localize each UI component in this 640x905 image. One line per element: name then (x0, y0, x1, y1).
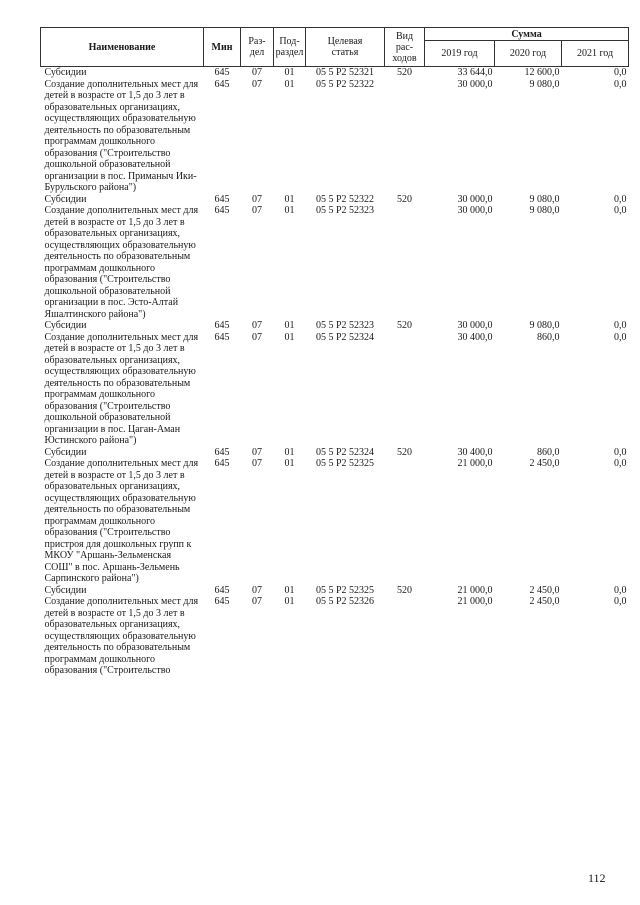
cell-min: 645 (214, 320, 230, 331)
cell-name: Создание дополнительных мест для детей в возрасте от 1,5 до 3 лет в образовательных организациях, осуществляющих образовательную деятельность по образовательным программам дошкольного образования ("Строительство (44, 596, 199, 676)
table-row (41, 447, 629, 459)
cell-amount-2021: 0,0 (614, 458, 627, 469)
cell-tselevaya: 05 5 Р2 52321 (315, 67, 375, 78)
cell-min: 645 (214, 584, 230, 596)
table-row (41, 596, 629, 677)
cell-tselevaya: 05 5 Р2 52324 (315, 331, 375, 343)
cell-vid (385, 205, 425, 320)
cell-amount-2020: 2 450,0 (529, 584, 560, 596)
cell-tselevaya: 05 5 Р2 52325 (315, 584, 375, 596)
cell-razdel: 07 (252, 331, 262, 343)
cell-amount-2021: 0,0 (614, 320, 627, 331)
cell-tselevaya: 05 5 Р2 52325 (315, 458, 375, 469)
cell-name: Создание дополнительных мест для детей в возрасте от 1,5 до 3 лет в образовательных организациях, осуществляющих образовательную деятельность по образовательным программам дошкольного образования ("Строительство дошкольной образовательной организации в пос. Цаган-Аман Юстинского района") (44, 331, 199, 446)
cell-amount-2020: 9 080,0 (529, 193, 560, 205)
cell-tselevaya: 05 5 Р2 52322 (315, 78, 375, 90)
cell-name: Субсидии (44, 584, 87, 596)
cell-amount-2021: 0,0 (614, 331, 627, 343)
header-2020: 2020 год (495, 41, 562, 67)
cell-min: 645 (214, 193, 230, 205)
table-row (41, 585, 629, 597)
cell-razdel: 07 (252, 78, 262, 90)
header-min: Мин (204, 28, 241, 67)
cell-amount-2020: 9 080,0 (529, 320, 560, 331)
table-row (41, 79, 629, 194)
header-2019: 2019 год (425, 41, 495, 67)
cell-vid: 520 (397, 193, 412, 205)
table-row (41, 205, 629, 320)
cell-razdel: 07 (252, 446, 262, 458)
cell-amount-2020: 2 450,0 (529, 458, 560, 469)
cell-tselevaya: 05 5 Р2 52323 (315, 205, 375, 216)
cell-razdel: 07 (252, 584, 262, 596)
table-body (41, 67, 629, 677)
cell-tselevaya: 05 5 Р2 52326 (315, 596, 375, 607)
cell-amount-2019: 30 000,0 (457, 193, 493, 205)
cell-tselevaya: 05 5 Р2 52323 (315, 320, 375, 331)
cell-amount-2020: 860,0 (537, 331, 560, 343)
page-number: 112 (588, 871, 606, 885)
cell-podrazdel: 01 (284, 596, 295, 607)
cell-vid: 520 (397, 446, 412, 458)
cell-name: Субсидии (44, 193, 87, 205)
table-row (41, 320, 629, 332)
cell-razdel: 07 (252, 205, 262, 216)
cell-amount-2021: 0,0 (614, 78, 627, 90)
cell-amount-2021: 0,0 (614, 584, 627, 596)
cell-vid: 520 (397, 67, 412, 78)
cell-name: Создание дополнительных мест для детей в возрасте от 1,5 до 3 лет в образовательных организациях, осуществляющих образовательную деятельность по образовательным программам дошкольного образования ("Строительство дошкольной образовательной организации в пос. Эсто-Алтай Яшалтинского района") (44, 205, 199, 320)
header-razdel: Раз- дел (241, 28, 274, 67)
cell-amount-2020: 9 080,0 (529, 205, 560, 216)
cell-name: Создание дополнительных мест для детей в возрасте от 1,5 до 3 лет в образовательных организациях, осуществляющих образовательную деятельность по образовательным программам дошкольного образования ("Строительство пристроя для дошкольных групп к МКОУ "Аршань-Зельменская СОШ" в пос. Аршань-Зельмень Сарпинского района") (44, 458, 199, 584)
cell-podrazdel: 01 (284, 331, 295, 343)
cell-min: 645 (214, 446, 230, 458)
cell-name: Субсидии (44, 446, 87, 458)
cell-tselevaya: 05 5 Р2 52324 (315, 446, 375, 458)
cell-amount-2020: 860,0 (537, 446, 560, 458)
cell-vid (385, 79, 425, 194)
cell-vid: 520 (397, 584, 412, 596)
cell-amount-2019: 30 000,0 (457, 78, 493, 90)
header-podrazdel: Под- раздел (274, 28, 306, 67)
cell-amount-2021: 0,0 (614, 67, 627, 78)
cell-amount-2020: 12 600,0 (524, 67, 560, 78)
table-row (41, 332, 629, 447)
cell-name: Создание дополнительных мест для детей в возрасте от 1,5 до 3 лет в образовательных организациях, осуществляющих образовательную деятельность по образовательным программам дошкольного образования ("Строительство дошкольной образовательной организации в пос. Приманыч Ики-Бурульского района") (44, 78, 199, 193)
cell-amount-2020: 2 450,0 (529, 596, 560, 607)
cell-vid (385, 596, 425, 677)
cell-amount-2021: 0,0 (614, 193, 627, 205)
table-row (41, 67, 629, 79)
cell-min: 645 (214, 67, 230, 78)
cell-vid (385, 458, 425, 585)
cell-amount-2019: 30 000,0 (457, 205, 493, 216)
cell-min: 645 (214, 331, 230, 343)
table-row (41, 194, 629, 206)
cell-amount-2019: 33 644,0 (457, 67, 493, 78)
table-header (41, 28, 629, 67)
budget-table (40, 27, 629, 677)
cell-podrazdel: 01 (284, 584, 295, 596)
cell-tselevaya: 05 5 Р2 52322 (315, 193, 375, 205)
cell-min: 645 (214, 78, 230, 90)
header-name: Наименование (41, 28, 204, 67)
header-summa: Сумма (425, 28, 629, 41)
cell-min: 645 (214, 458, 230, 469)
cell-vid (385, 332, 425, 447)
cell-podrazdel: 01 (284, 446, 295, 458)
cell-podrazdel: 01 (284, 193, 295, 205)
cell-amount-2019: 30 400,0 (457, 331, 493, 343)
cell-amount-2019: 21 000,0 (457, 596, 493, 607)
cell-podrazdel: 01 (284, 320, 295, 331)
cell-amount-2019: 21 000,0 (457, 458, 493, 469)
cell-min: 645 (214, 596, 230, 607)
table-row (41, 458, 629, 585)
cell-name: Субсидии (44, 320, 87, 331)
cell-amount-2019: 30 000,0 (457, 320, 493, 331)
header-2021: 2021 год (562, 41, 629, 67)
cell-podrazdel: 01 (284, 205, 295, 216)
cell-amount-2021: 0,0 (614, 446, 627, 458)
header-vid: Вид рас- ходов (385, 28, 425, 67)
cell-amount-2019: 21 000,0 (457, 584, 493, 596)
cell-amount-2021: 0,0 (614, 205, 627, 216)
cell-amount-2020: 9 080,0 (529, 78, 560, 90)
header-tselevaya: Целевая статья (306, 28, 385, 67)
cell-name: Субсидии (44, 67, 87, 78)
cell-podrazdel: 01 (284, 78, 295, 90)
cell-min: 645 (214, 205, 230, 216)
cell-razdel: 07 (252, 596, 262, 607)
cell-podrazdel: 01 (284, 458, 295, 469)
cell-amount-2019: 30 400,0 (457, 446, 493, 458)
cell-amount-2021: 0,0 (614, 596, 627, 607)
cell-razdel: 07 (252, 458, 262, 469)
cell-razdel: 07 (252, 320, 262, 331)
cell-razdel: 07 (252, 193, 262, 205)
cell-vid: 520 (397, 320, 412, 331)
cell-razdel: 07 (252, 67, 262, 78)
cell-podrazdel: 01 (284, 67, 295, 78)
